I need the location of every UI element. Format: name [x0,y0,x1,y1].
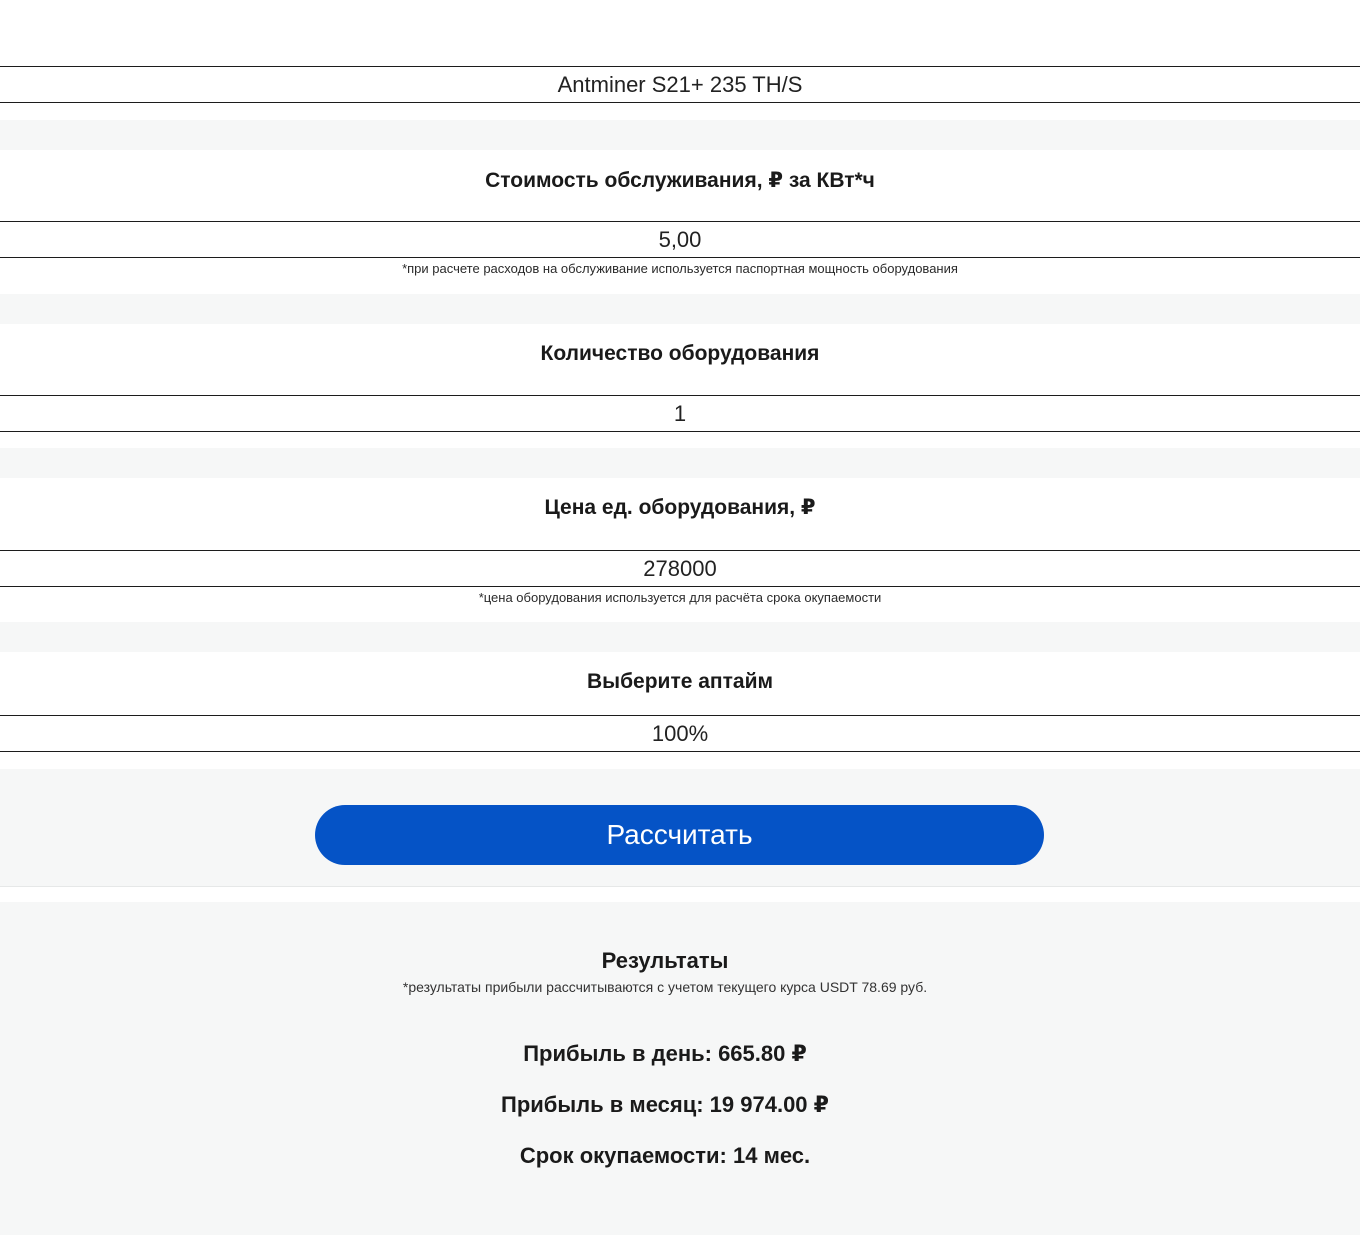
uptime-heading: Выберите аптайм [586,670,774,693]
section-spacer [0,294,1360,324]
model-select[interactable] [0,66,1360,103]
service-cost-note: *при расчете расходов на обслуживание используется паспортная мощность оборудования [402,261,958,276]
uptime-select[interactable] [0,715,1360,752]
section-spacer [0,622,1360,652]
unit-price-value: 278000 [643,556,717,581]
results-title: Результаты [601,948,729,973]
quantity-input[interactable] [0,395,1360,432]
unit-price-input[interactable] [0,550,1360,587]
profit-day: Прибыль в день: 665.80 ₽ [523,1041,807,1066]
unit-price-note: *цена оборудования используется для расчёта срока окупаемости [478,590,882,605]
quantity-value: 1 [673,401,687,426]
results-note: *результаты прибыли рассчитываются с учетом текущего курса USDT 78.69 руб. [402,979,928,995]
uptime-value: 100% [651,721,709,746]
calculate-button[interactable]: Рассчитать [315,805,1044,865]
profit-month: Прибыль в месяц: 19 974.00 ₽ [501,1092,829,1117]
section-spacer [0,120,1360,150]
unit-price-heading: Цена ед. оборудования, ₽ [544,496,816,519]
service-cost-value: 5,00 [658,227,702,252]
model-select-value: Antminer S21+ 235 TH/S [557,72,803,97]
service-cost-input[interactable] [0,221,1360,258]
divider [0,886,1360,887]
payback-period: Срок окупаемости: 14 мес. [519,1143,811,1168]
quantity-heading: Количество оборудования [540,342,820,365]
service-cost-heading: Стоимость обслуживания, ₽ за КВт*ч [485,169,875,192]
section-spacer [0,448,1360,478]
results-panel [0,902,1360,1235]
